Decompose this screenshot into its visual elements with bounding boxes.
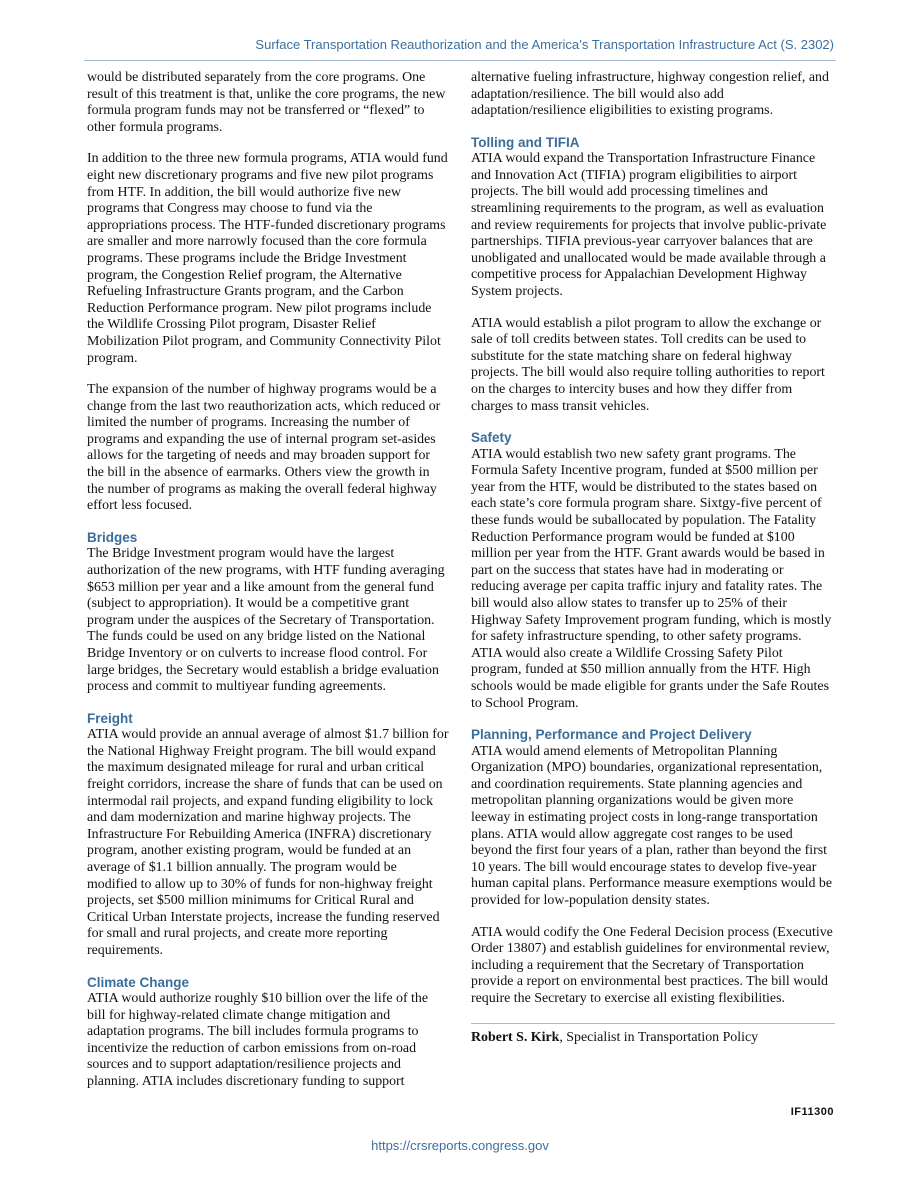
paragraph: ATIA would authorize roughly $10 billion over the life of the bill for highway-related climate change mitigation and adaptation programs. The bill includes formula programs to incentivize the reduction of carbon emissions from on-road sources and to support adaptation/resilience projects and planning. ATIA includes discretionary funding to support (87, 991, 429, 1089)
paragraph: ATIA would codify the One Federal Decision process (Executive Order 13807) and establish guidelines for environmental review, including a requirement that the Secretary of Transportation provide a report on environmental best practices. The bill would require the Secretary to exercise all existing flexibilities. (471, 924, 833, 1006)
section-heading-planning: Planning, Performance and Project Delivery (471, 727, 752, 743)
author-name: Robert S. Kirk (471, 1029, 560, 1045)
author-signature (471, 1030, 835, 1047)
section-heading-climate-change: Climate Change (87, 974, 190, 990)
running-header: Surface Transportation Reauthorization and the America’s Transportation Infrastructure Act (S. 2302) (255, 37, 834, 52)
paragraph: The Bridge Investment program would have the largest authorization of the new programs, with HTF funding averaging $653 million per year and a like amount from the general fund (subject to appropriation). It would be a competitive grant program under the auspices of the Secretary of Transportation. The funds could be used on any bridge listed on the National Bridge Inventory or on culverts to increase flood control. For large bridges, the Secretary would establish a bridge evaluation process and commit to multiyear funding agreements. (87, 546, 445, 695)
section-heading-tolling-tifia: Tolling and TIFIA (471, 134, 580, 150)
signature-rule (471, 1023, 835, 1024)
right-column (471, 70, 835, 1061)
paragraph: alternative fueling infrastructure, highway congestion relief, and adaptation/resilience. The bill would also add adaptation/resilience eligibilities to existing programs. (471, 70, 829, 119)
left-column (87, 70, 449, 1106)
section-heading-freight: Freight (87, 710, 133, 726)
paragraph: ATIA would provide an annual average of almost $1.7 billion for the National Highway Freight program. The bill would expand the maximum designated mileage for rural and urban critical freight corridors, increase the share of funds that can be used on intermodal rail projects, and expand funding eligibility to lock and dam modernization and marine highway projects. The Infrastructure For Rebuilding America (INFRA) discretionary program, another existing program, would be funded at an average of $1.1 billion annually. The program would be modified to allow up to 30% of funds for non-highway freight projects, set $500 million minimums for Critical Rural and Critical Urban Interstate projects, increase the funding reserved for small and rural projects, and create more reporting requirements. (87, 727, 449, 958)
paragraph: ATIA would expand the Transportation Infrastructure Finance and Innovation Act (TIFIA) program eligibilities to airport projects. The bill would add processing timelines and streamlining requirements to the program, as well as evaluation and review requirements for projects that involve public-private partnerships. TIFIA previous-year carryover balances that are unobligated and unallocated would be made available through a competitive process for Appalachian Development Highway System projects. (471, 151, 827, 300)
author-title: , Specialist in Transportation Policy (559, 1029, 759, 1045)
paragraph: In addition to the three new formula programs, ATIA would fund eight new discretionary programs and five new pilot programs from HTF. In addition, the bill would authorize five new programs that Congress may choose to fund via the appropriations process. The HTF-funded discretionary programs are smaller and more narrowly focused than the core formula programs. These programs include the Bridge Investment program, the Congestion Relief program, the Alternative Refueling Infrastructure Grants program, and the Carbon Reduction Performance program. New pilot programs include the Wildlife Crossing Pilot program, Disaster Relief Mobilization Pilot program, and Community Connectivity Pilot program. (87, 151, 448, 366)
footer-url-link[interactable]: https://crsreports.congress.gov (371, 1138, 549, 1153)
paragraph: ATIA would establish a pilot program to allow the exchange or sale of toll credits between states. Toll credits can be used to substitute for the state matching share on federal highway projects. The bill would also require tolling authorities to report on the charges to intercity buses and how they differ from charges to mass transit vehicles. (471, 315, 825, 414)
paragraph: The expansion of the number of highway programs would be a change from the last two reauthorization acts, which reduced or limited the number of programs. Increasing the number of programs and expanding the use of internal program set-asides allows for the targeting of needs and may broaden support for the bill in the absence of earmarks. Others view the growth in the number of programs as making the overall federal highway effort less focused. (87, 382, 441, 514)
paragraph: ATIA would amend elements of Metropolitan Planning Organization (MPO) boundaries, organizational representation, and coordination requirements. State planning agencies and metropolitan planning organizations would be given more leeway in estimating project costs in long-range transportation plans. ATIA would allow aggregate cost ranges to be used beyond the first four years of a plan, rather than beyond the first 10 years. The bill would encourage states to develop five-year human capital plans. Performance measure exemptions would be provided for low-population density states. (471, 743, 833, 909)
section-heading-bridges: Bridges (87, 529, 138, 545)
paragraph: would be distributed separately from the core programs. One result of this treatment is that, unlike the core programs, the new formula program funds may not be transferred or “flexed” to other formula programs. (87, 70, 446, 135)
header-rule (84, 60, 836, 61)
paragraph: ATIA would establish two new safety grant programs. The Formula Safety Incentive program, funded at $500 million per year from the HTF, would be distributed to the states based on each state’s core formula program share. Sixtgy-five percent of these funds would be suballocated by population. The Fatality Reduction Performance program would be funded at $100 million per year from the HTF. Grant awards would be based in part on the success that states have had in moderating or reducing average per capita traffic injury and fatality rates. The bill would also allow states to transfer up to 25% of their Highway Safety Improvement program funding, which is mostly for safety infrastructure spending, to other safety programs. ATIA would also create a Wildlife Crossing Safety Pilot program, funded at $50 million annually from the HTF. High schools would be made eligible for grants under the Safe Routes to School Program. (471, 446, 832, 711)
section-heading-safety: Safety (471, 430, 512, 446)
report-id: IF11300 (790, 1106, 834, 1118)
